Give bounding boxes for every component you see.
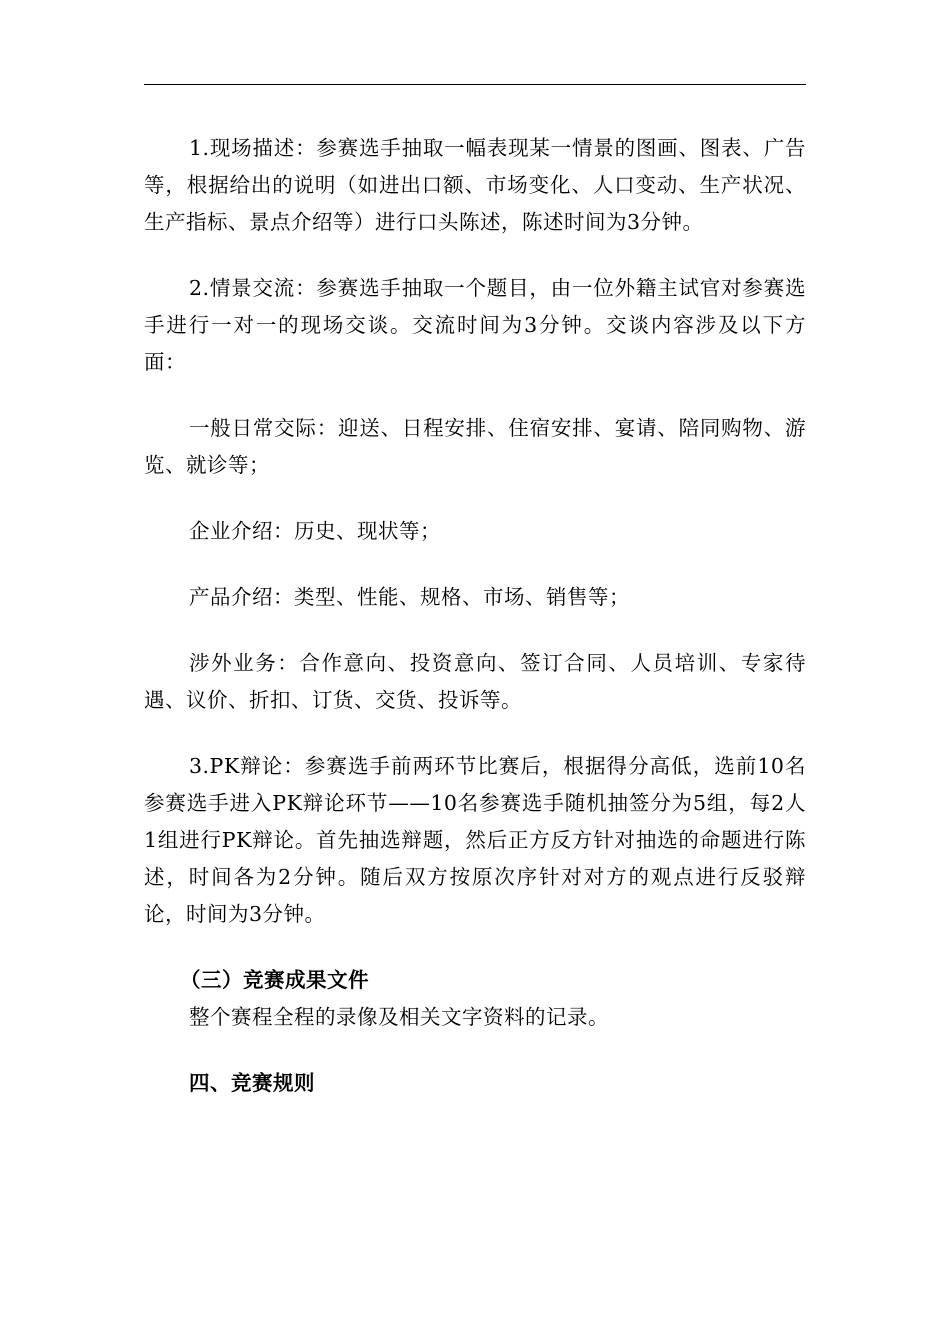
paragraph-situational-exchange: 2.情景交流：参赛选手抽取一个题目，由一位外籍主试官对参赛选手进行一对一的现场交谈。交流时间为3分钟。交谈内容涉及以下方面： bbox=[144, 276, 806, 374]
paragraph-scene-description: 1.现场描述：参赛选手抽取一幅表现某一情景的图画、图表、广告等，根据给出的说明（如进出口额、市场变化、人口变动、生产状况、生产指标、景点介绍等）进行口头陈述，陈述时间为3分钟。 bbox=[144, 136, 806, 234]
paragraph-company-intro: 企业介绍：历史、现状等； bbox=[189, 519, 441, 543]
paragraph-output-files: 整个赛程全程的录像及相关文字资料的记录。 bbox=[189, 1005, 609, 1029]
heading-competition-rules: 四、竞赛规则 bbox=[189, 1071, 315, 1095]
header-rule bbox=[144, 84, 806, 85]
document-body bbox=[144, 130, 806, 1102]
paragraph-daily-communication: 一般日常交际：迎送、日程安排、住宿安排、宴请、陪同购物、游览、就诊等； bbox=[144, 416, 806, 477]
paragraph-pk-debate: 3.PK辩论：参赛选手前两环节比赛后，根据得分高低，选前10名参赛选手进入PK辩论环节——10名参赛选手随机抽签分为5组，每2人1组进行PK辩论。首先抽选辩题，然后正方反方针对抽选的命题进行陈述，时间各为2分钟。随后双方按原次序针对对方的观点进行反驳辩论，时间为3分钟。 bbox=[144, 754, 806, 926]
heading-competition-output: （三）竞赛成果文件 bbox=[180, 968, 369, 992]
paragraph-foreign-business: 涉外业务：合作意向、投资意向、签订合同、人员培训、专家待遇、议价、折扣、订货、交货、投诉等。 bbox=[144, 651, 806, 712]
paragraph-product-intro: 产品介绍：类型、性能、规格、市场、销售等； bbox=[189, 585, 630, 609]
